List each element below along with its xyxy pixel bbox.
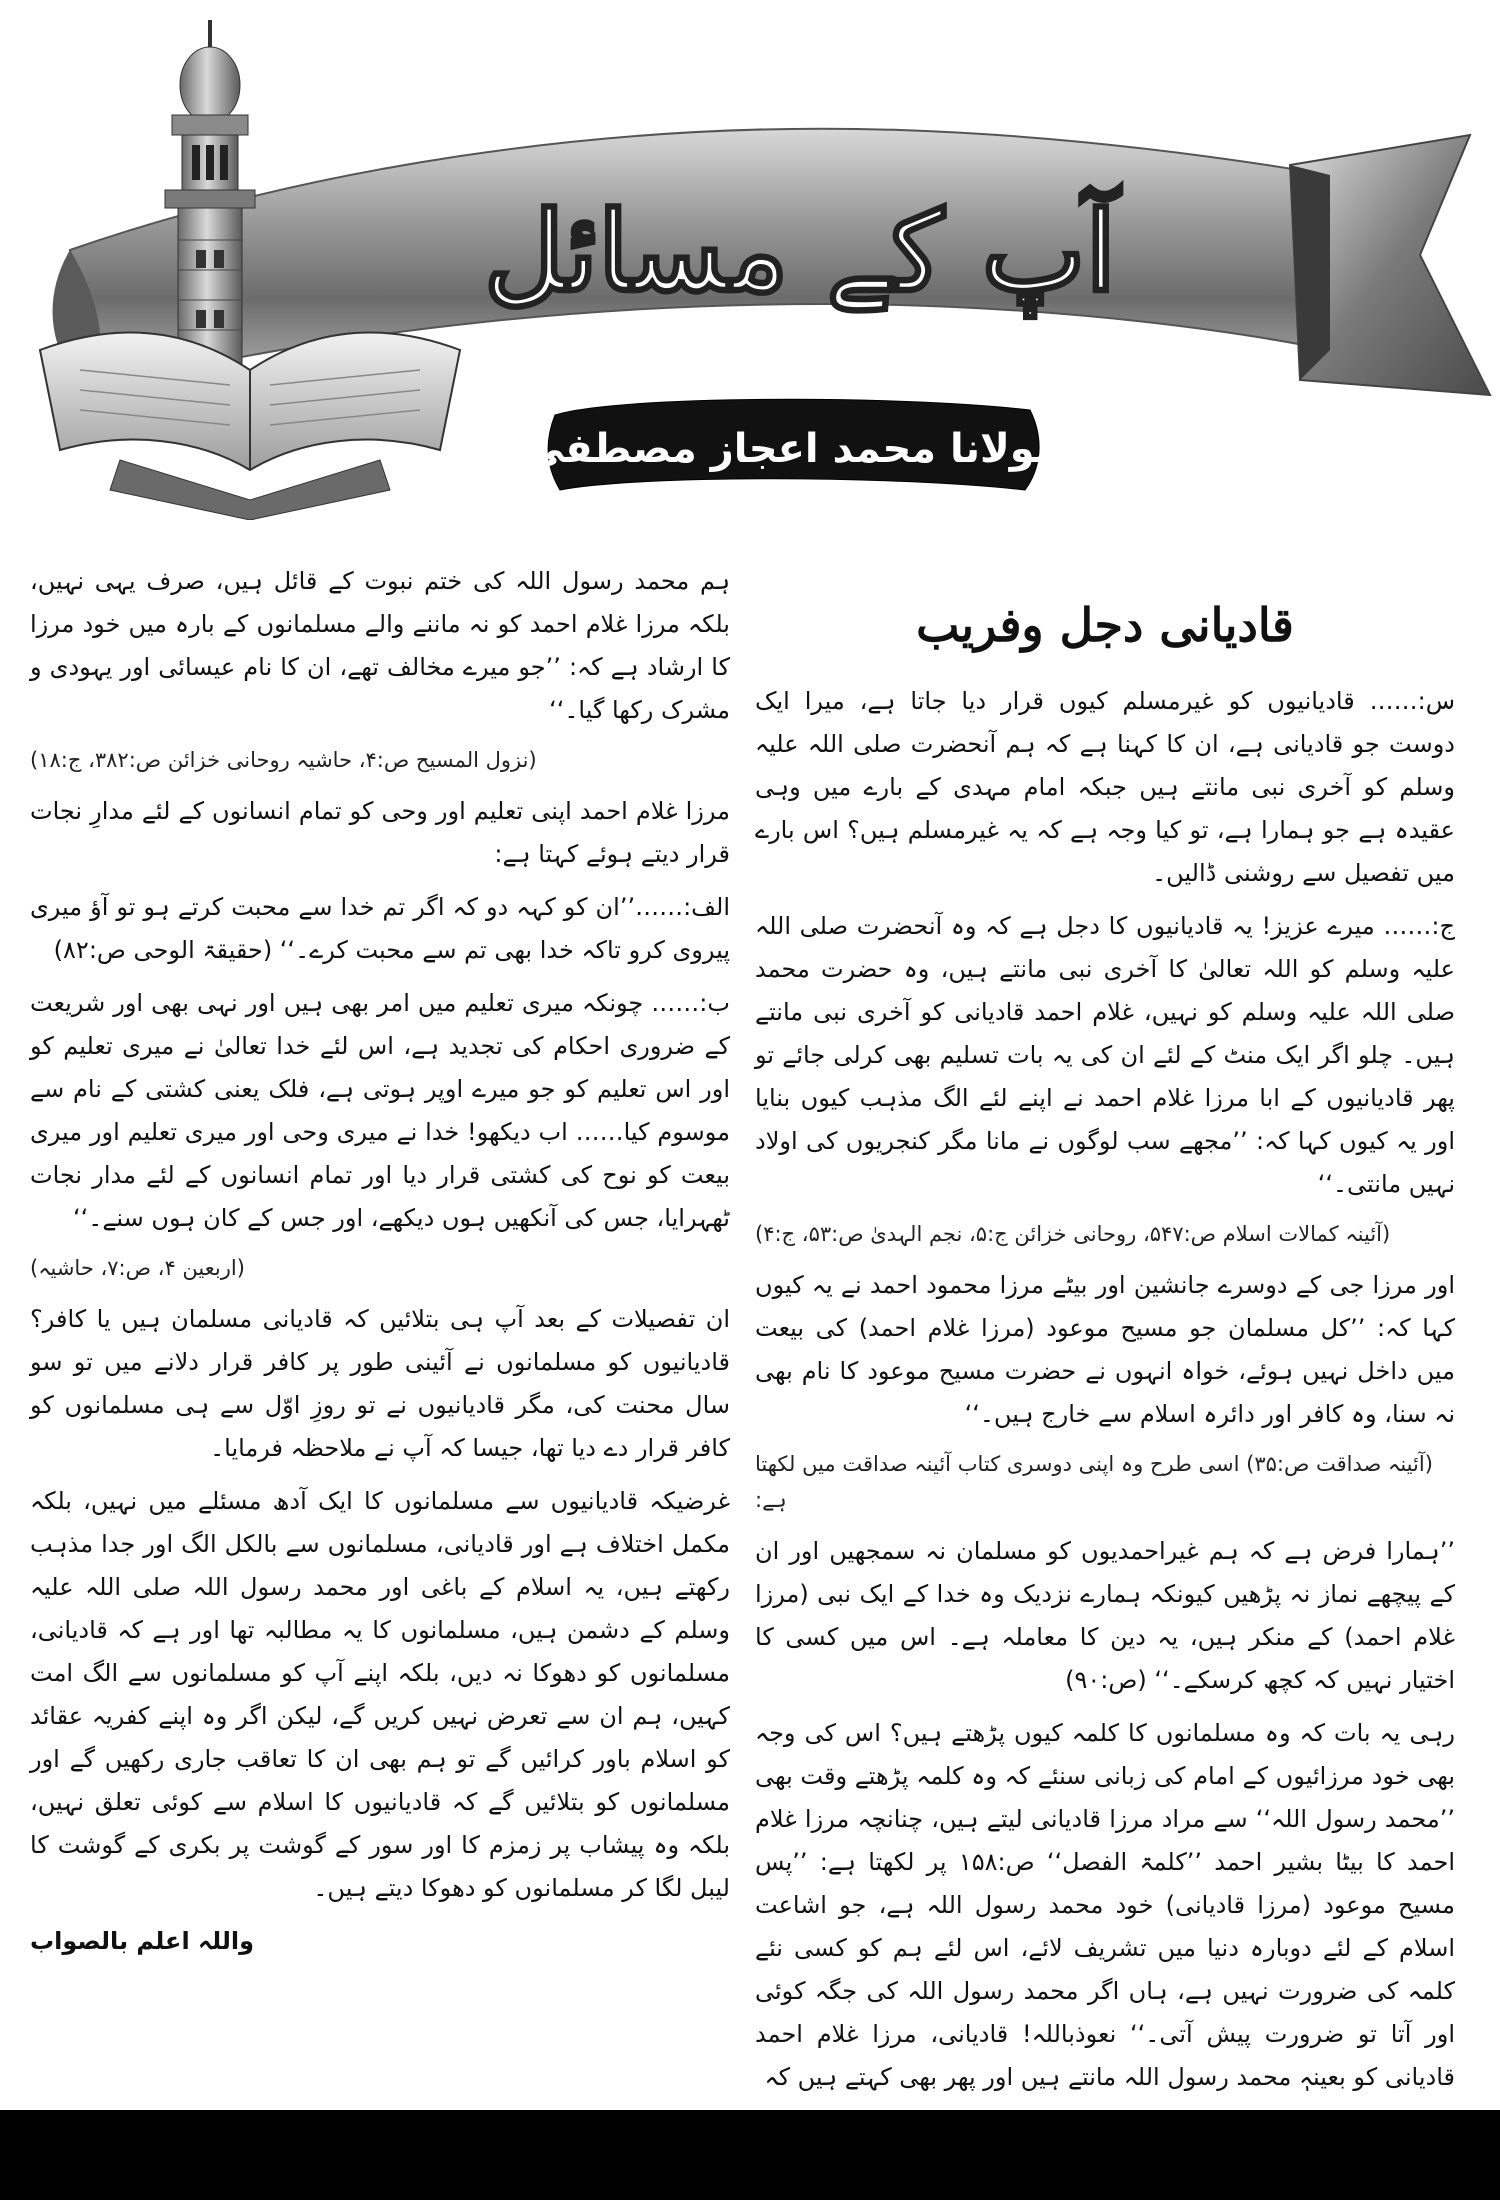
right-column-body (755, 680, 1455, 2099)
author-name: مولانا محمد اعجاز مصطفیٰ (524, 426, 1060, 472)
article-title: قادیانی دجل وفریب (916, 598, 1294, 652)
header-banner (0, 0, 1500, 520)
reference-citation: (اربعین ۴، ص:۷، حاشیہ) (30, 1256, 245, 1280)
paragraph: اور مرزا جی کے دوسرے جانشین اور بیٹے مرزا محمود احمد نے یہ کیوں کہا کہ: ’’کل مسلمان جو مسیح موعود (مرزا غلام احمد) کی بیعت میں داخل نہیں ہوئے، خواہ انہوں نے حضرت مسیح موعود کا نام بھی نہ سنا، وہ کافر اور دائرہ اسلام سے خارج ہیں۔‘‘ (755, 1271, 1455, 1428)
reference-citation: (آئینہ صداقت ص:۳۵) اسی طرح وہ اپنی دوسری کتاب آئینہ صداقت میں لکھتا ہے: (755, 1452, 1433, 1512)
paragraph: ہم محمد رسول اللہ کی ختم نبوت کے قائل ہیں، صرف یہی نہیں، بلکہ مرزا غلام احمد کو نہ ماننے والے مسلمانوں کے بارہ میں خود مرزا کا ارشاد ہے کہ: ’’جو میرے مخالف تھے، ان کا نام عیسائی اور یہودی و مشرک رکھا گیا۔‘‘ (30, 567, 730, 724)
banner-title: آپ کے مسائل (483, 187, 1117, 316)
paragraph: ب:…… چونکہ میری تعلیم میں امر بھی ہیں اور نہی بھی اور شریعت کے ضروری احکام کی تجدید ہے، اس لئے خدا تعالیٰ نے میری تعلیم کو اور اس تعلیم کو جو میرے اوپر ہوتی ہے، فلک یعنی کشتی کے نام سے موسوم کیا…… اب دیکھو! خدا نے میری وحی اور میری تعلیم اور میری بیعت کو نوح کی کشتی قرار دیا اور تمام انسانوں کے لئے مدار نجات ٹھہرایا، جس کی آنکھیں ہوں دیکھے، اور جس کے کان ہوں سنے۔‘‘ (30, 989, 730, 1232)
left-column-body (30, 560, 730, 1963)
open-book-illustration (40, 333, 460, 520)
reference-citation: (نزول المسیح ص:۴، حاشیہ روحانی خزائن ص:۳۸۲، ج:۱۸) (30, 748, 537, 772)
paragraph: ان تفصیلات کے بعد آپ ہی بتلائیں کہ قادیانی مسلمان ہیں یا کافر؟ قادیانیوں کو مسلمانوں نے آئینی طور پر کافر قرار دلانے میں تو سو سال محنت کی، مگر قادیانیوں نے تو روزِ اوّل سے ہی مسلمانوں کو کافر قرار دے دیا تھا، جیسا کہ آپ نے ملاحظہ فرمایا۔ (30, 1305, 730, 1462)
footer-bar (0, 2110, 1500, 2200)
minaret-illustration (165, 20, 255, 378)
paragraph: ’’ہمارا فرض ہے کہ ہم غیراحمدیوں کو مسلمان نہ سمجھیں اور ان کے پیچھے نماز نہ پڑھیں کیونکہ ہمارے نزدیک وہ خدا کے ایک نبی (مرزا غلام احمد) کے منکر ہیں، یہ دین کا معاملہ ہے۔ اس میں کسی کا اختیار نہیں کہ کچھ کرسکے۔‘‘ (ص:۹۰) (755, 1537, 1455, 1694)
paragraph: ج:…… میرے عزیز! یہ قادیانیوں کا دجل ہے کہ وہ آنحضرت صلی اللہ علیہ وسلم کو اللہ تعالیٰ کا آخری نبی مانتے ہیں، وہ حضرت محمد صلی اللہ علیہ وسلم کو نہیں، غلام احمد قادیانی کو آخری نبی مانتے ہیں۔ چلو اگر ایک منٹ کے لئے ان کی یہ بات تسلیم بھی کرلی جائے تو پھر قادیانیوں کے ابا مرزا غلام احمد نے اپنے لئے الگ مذہب کیوں بنایا اور یہ کیوں کہا کہ: ’’مجھے سب لوگوں نے مانا مگر کنجریوں کی اولاد نہیں مانتی۔‘‘ (755, 912, 1455, 1198)
paragraph: الف:……’’ان کو کہہ دو کہ اگر تم خدا سے محبت کرتے ہو تو آؤ میری پیروی کرو تاکہ خدا بھی تم سے محبت کرے۔‘‘ (حقیقۃ الوحی ص:۸۲) (30, 893, 730, 964)
reference-citation: (آئینہ کمالات اسلام ص:۵۴۷، روحانی خزائن ج:۵، نجم الہدیٰ ص:۵۳، ج:۴) (755, 1222, 1391, 1246)
paragraph: رہی یہ بات کہ وہ مسلمانوں کا کلمہ کیوں پڑھتے ہیں؟ اس کی وجہ بھی خود مرزائیوں کے امام کی زبانی سنئے کہ وہ کلمہ پڑھتے وقت بھی ’’محمد رسول اللہ‘‘ سے مراد مرزا قادیانی لیتے ہیں، چنانچہ مرزا غلام احمد کا بیٹا بشیر احمد ’’کلمۃ الفصل‘‘ ص:۱۵۸ پر لکھتا ہے: ’’پس مسیح موعود (مرزا قادیانی) خود محمد رسول اللہ ہے، جو اشاعت اسلام کے لئے دوبارہ دنیا میں تشریف لائے، اس لئے ہم کو کسی نئے کلمہ کی ضرورت نہیں ہے، ہاں اگر محمد رسول اللہ کی جگہ کوئی اور آتا تو ضرورت پیش آتی۔‘‘ نعوذباللہ! قادیانی، مرزا غلام احمد قادیانی کو بعینہٖ محمد رسول اللہ مانتے ہیں اور پھر بھی کہتے ہیں کہ (755, 1719, 1456, 2091)
article-column-left (30, 560, 730, 1973)
paragraph: س:…… قادیانیوں کو غیرمسلم کیوں قرار دیا جاتا ہے، میرا ایک دوست جو قادیانی ہے، ان کا کہنا ہے کہ ہم آنحضرت صلی اللہ علیہ وسلم کو آخری نبی مانتے ہیں جبکہ امام مہدی کے بارے میں وہی عقیدہ ہے جو ہمارا ہے، تو کیا وجہ ہے کہ یہ غیرمسلم ہیں؟ اس بارے میں تفصیل سے روشنی ڈالیں۔ (755, 687, 1455, 887)
sign-off: واللہ اعلم بالصواب (30, 1927, 255, 1955)
paragraph: غرضیکہ قادیانیوں سے مسلمانوں کا ایک آدھ مسئلے میں نہیں، بلکہ مکمل اختلاف ہے اور قادیانی، مسلمانوں سے بالکل الگ اور جدا مذہب رکھتے ہیں، یہ اسلام کے باغی اور محمد رسول اللہ صلی اللہ علیہ وسلم کے دشمن ہیں، مسلمانوں کا یہ مطالبہ تھا اور ہے کہ قادیانی، مسلمانوں کو دھوکا نہ دیں، بلکہ اپنے آپ کو مسلمانوں سے الگ امت کہیں، ہم ان سے تعرض نہیں کریں گے، لیکن اگر وہ اپنے کفریہ عقائد کو اسلام باور کرائیں گے تو ہم بھی ان کا تعاقب جاری رکھیں گے اور مسلمانوں کو بتلائیں گے کہ قادیانیوں کا اسلام سے کوئی تعلق نہیں، بلکہ وہ پیشاب پر زمزم کا اور سور کے گوشت پر بکری کے گوشت کا لیبل لگا کر مسلمانوں کو دھوکا دیتے ہیں۔ (30, 1487, 730, 1902)
author-band (524, 399, 1059, 490)
article-column-right (755, 560, 1455, 2109)
paragraph: مرزا غلام احمد اپنی تعلیم اور وحی کو تمام انسانوں کے لئے مدارِ نجات قرار دیتے ہوئے کہتا ہے: (30, 797, 730, 868)
